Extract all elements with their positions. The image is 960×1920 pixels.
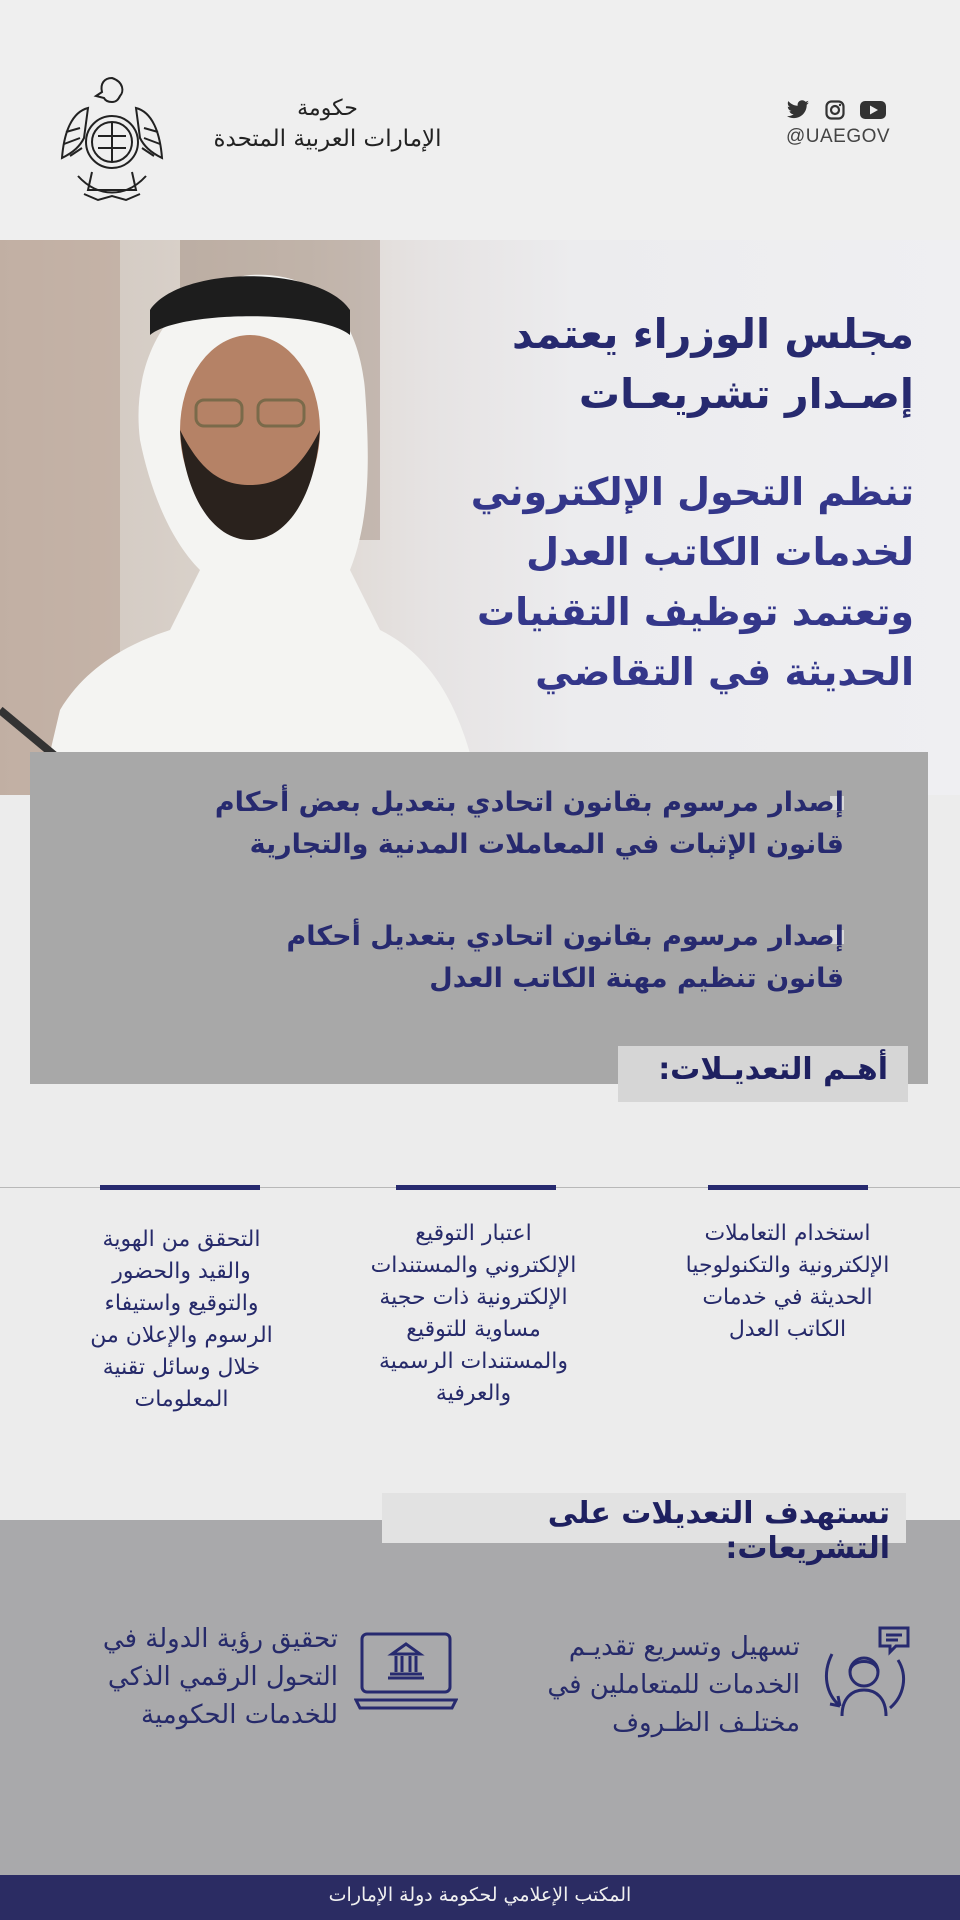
decree-2-line2: قانون تنظيم مهنة الكاتب العدل [429, 963, 844, 994]
amendment-column-3 [44, 1224, 319, 1416]
target-1-line: مختلـف الظـروف [612, 1708, 800, 1738]
amendment-3-line: خلال وسائل تقنية [102, 1355, 261, 1380]
government-wordmark: حكومة [297, 96, 358, 121]
targets-label: تستهدف التعديلات على التشريعات: [547, 1496, 890, 1566]
subtitle-line1: تنظم التحول الإلكتروني [470, 470, 914, 514]
amendment-2-line: اعتبار التوقيع [415, 1221, 532, 1246]
amendment-3-line: المعلومات [134, 1387, 229, 1412]
amendment-2-line: والمستندات الرسمية [379, 1349, 568, 1374]
column-bar [396, 1185, 556, 1190]
amendment-1-line: الحديثة في خدمات [702, 1285, 873, 1310]
main-title-line2: إصـدار تشريعـات [578, 370, 914, 418]
column-bar [100, 1185, 260, 1190]
amendment-1-line: استخدام التعاملات [704, 1221, 871, 1246]
decree-2-line1: إصدار مرسوم بقانون اتحادي بتعديل أحكام [286, 921, 844, 952]
customer-service-icon [818, 1624, 914, 1720]
target-2-line: تحقيق رؤية الدولة في [102, 1624, 338, 1654]
target-2-line: التحول الرقمي الذكي [107, 1662, 338, 1692]
decree-1-line2: قانون الإثبات في المعاملات المدنية والتجارية [249, 829, 844, 860]
amendment-2-line: مساوية للتوقيع [406, 1317, 541, 1342]
target-2-text [38, 1620, 338, 1734]
social-handle[interactable]: @UAEGOV [786, 126, 891, 147]
amendment-3-line: والقيد والحضور [112, 1259, 251, 1284]
decree-1-line1: إصدار مرسوم بقانون اتحادي بتعديل بعض أحكام [214, 787, 844, 818]
subtitle-line4: الحديثة في التقاضي [535, 650, 914, 694]
column-bar [708, 1185, 868, 1190]
amendment-1-line: الإلكترونية والتكنولوجيا [685, 1253, 890, 1278]
country-wordmark: الإمارات العربية المتحدة [213, 126, 442, 152]
subtitle-line2: لخدمات الكاتب العدل [526, 530, 914, 574]
amendment-3-line: والتوقيع واستيفاء [104, 1291, 259, 1316]
uae-emblem-icon [58, 72, 166, 208]
amendment-3-line: التحقق من الهوية [102, 1227, 261, 1252]
amendment-3-line: الرسوم والإعلان من [90, 1323, 273, 1348]
target-2-line: للخدمات الحكومية [141, 1700, 338, 1730]
target-1-text [480, 1628, 800, 1742]
twitter-icon[interactable] [786, 100, 810, 120]
amendment-2-line: الإلكتروني والمستندات [370, 1253, 577, 1278]
digital-government-icon [354, 1630, 458, 1712]
footer-text: المكتب الإعلامي لحكومة دولة الإمارات [328, 1884, 632, 1906]
amendment-column-2 [336, 1218, 611, 1410]
target-1-line: الخدمات للمتعاملين في [547, 1670, 800, 1700]
youtube-icon[interactable] [860, 101, 886, 119]
subtitle-line3: وتعتمد توظيف التقنيات [476, 590, 914, 634]
social-icons [786, 98, 886, 122]
amendments-label: أهـم التعديـلات: [658, 1052, 888, 1087]
target-1-line: تسهيل وتسريع تقديـم [568, 1632, 800, 1662]
instagram-icon[interactable] [825, 100, 845, 120]
main-title-line1: مجلس الوزراء يعتمد [512, 310, 914, 358]
amendment-column-1 [650, 1218, 925, 1346]
amendment-2-line: والعرفية [435, 1381, 512, 1406]
amendment-2-line: الإلكترونية ذات حجية [379, 1285, 568, 1310]
amendment-1-line: الكاتب العدل [728, 1317, 847, 1342]
